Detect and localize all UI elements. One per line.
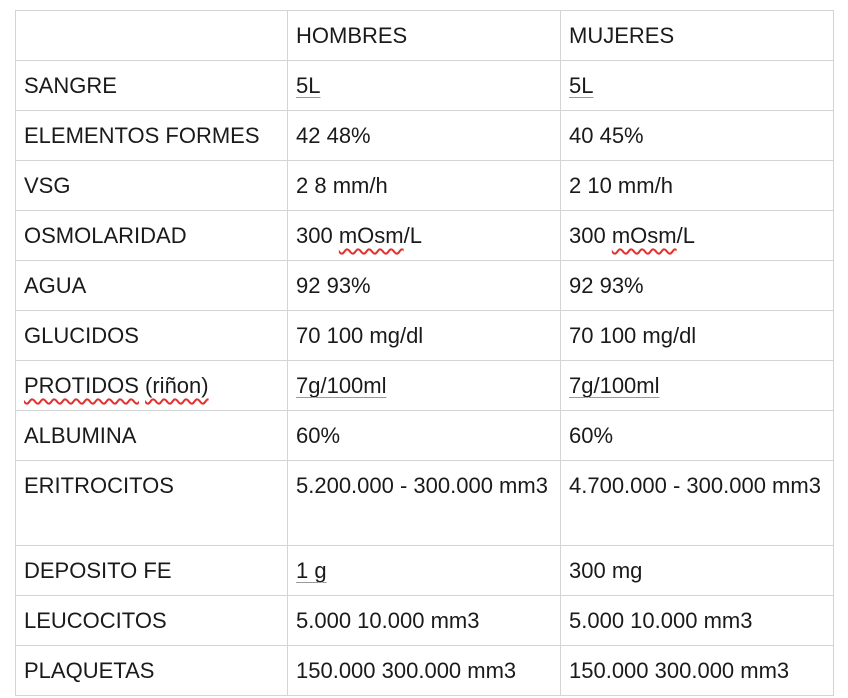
mujeres-cell: 4.700.000 - 300.000 mm3 (561, 461, 834, 546)
blood-values-table (15, 10, 834, 696)
row-label: ELEMENTOS FORMES (16, 111, 288, 161)
hombres-cell (288, 546, 561, 596)
table-row (16, 361, 834, 411)
table-row (16, 596, 834, 646)
mujeres-cell: 5.000 10.000 mm3 (561, 596, 834, 646)
hombres-cell: 5.200.000 - 300.000 mm3 (288, 461, 561, 546)
row-label: SANGRE (16, 61, 288, 111)
mujeres-cell: 70 100 mg/dl (561, 311, 834, 361)
cell-value: 7g/100ml (296, 373, 387, 398)
mujeres-cell: 92 93% (561, 261, 834, 311)
table-row (16, 546, 834, 596)
mujeres-cell: 2 10 mm/h (561, 161, 834, 211)
header-cell-mujeres: MUJERES (561, 11, 834, 61)
mujeres-cell: 60% (561, 411, 834, 461)
spellcheck-word[interactable]: (riñon) (145, 373, 209, 398)
hombres-cell: 2 8 mm/h (288, 161, 561, 211)
cell-value: 5L (296, 73, 321, 98)
cell-value: 1 g (296, 558, 327, 583)
table-row (16, 461, 834, 546)
hombres-cell: 42 48% (288, 111, 561, 161)
table-row (16, 111, 834, 161)
row-label: LEUCOCITOS (16, 596, 288, 646)
cell-value: 7g/100ml (569, 373, 660, 398)
row-label: ERITROCITOS (16, 461, 288, 546)
spellcheck-word[interactable]: mOsm (338, 223, 404, 248)
row-label: OSMOLARIDAD (16, 211, 288, 261)
row-label: PLAQUETAS (16, 646, 288, 696)
spellcheck-word[interactable]: mOsm (611, 223, 677, 248)
header-cell-hombres: HOMBRES (288, 11, 561, 61)
hombres-cell: 60% (288, 411, 561, 461)
spellcheck-word[interactable]: PROTIDOS (24, 373, 139, 398)
header-cell-empty (16, 11, 288, 61)
table-row (16, 646, 834, 696)
row-label: VSG (16, 161, 288, 211)
hombres-cell: 92 93% (288, 261, 561, 311)
hombres-cell: 70 100 mg/dl (288, 311, 561, 361)
hombres-cell (288, 61, 561, 111)
mujeres-cell (561, 211, 834, 261)
hombres-cell (288, 211, 561, 261)
mujeres-cell: 150.000 300.000 mm3 (561, 646, 834, 696)
mujeres-cell: 300 mg (561, 546, 834, 596)
table-row (16, 411, 834, 461)
row-label: DEPOSITO FE (16, 546, 288, 596)
row-label: GLUCIDOS (16, 311, 288, 361)
table-row (16, 311, 834, 361)
table-row (16, 261, 834, 311)
row-label (16, 361, 288, 411)
table-row (16, 161, 834, 211)
mujeres-cell: 40 45% (561, 111, 834, 161)
cell-unit: /L (403, 223, 422, 248)
hombres-cell (288, 361, 561, 411)
cell-unit: /L (676, 223, 695, 248)
table-row (16, 61, 834, 111)
row-label: ALBUMINA (16, 411, 288, 461)
table-row (16, 211, 834, 261)
cell-value: 5L (569, 73, 594, 98)
table-header-row (16, 11, 834, 61)
cell-number: 300 (569, 223, 606, 248)
mujeres-cell (561, 61, 834, 111)
row-label: AGUA (16, 261, 288, 311)
blood-values-table-container (15, 10, 833, 696)
cell-number: 300 (296, 223, 333, 248)
hombres-cell: 5.000 10.000 mm3 (288, 596, 561, 646)
mujeres-cell (561, 361, 834, 411)
hombres-cell: 150.000 300.000 mm3 (288, 646, 561, 696)
